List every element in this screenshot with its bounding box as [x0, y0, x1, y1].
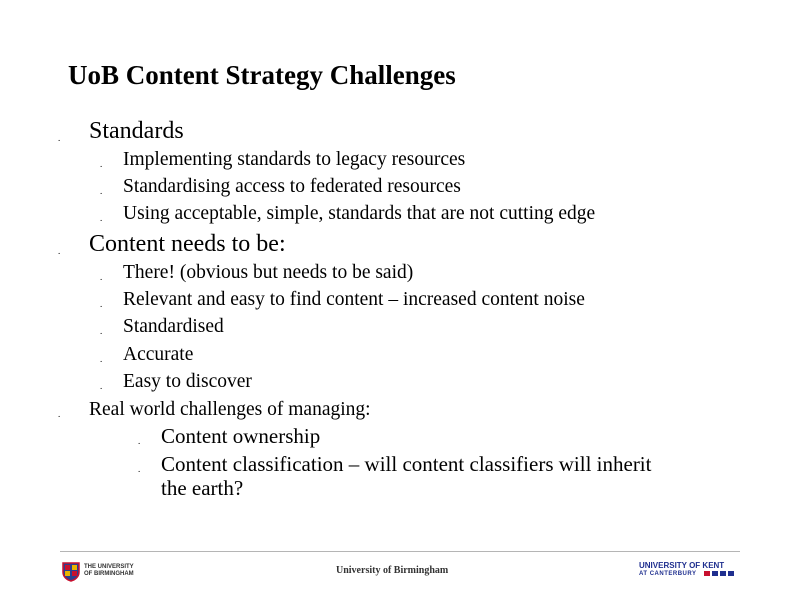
- university-of-birmingham-logo: [60, 562, 150, 584]
- footer-divider: [60, 551, 740, 552]
- bullet-icon: .: [58, 133, 61, 143]
- bullet-standards: Standards: [89, 118, 184, 144]
- bullet-icon: .: [100, 326, 103, 336]
- bullet-icon: .: [58, 409, 61, 419]
- sub-bullet-continuation: the earth?: [161, 476, 244, 500]
- uob-logo-line1: THE UNIVERSITY: [84, 564, 134, 570]
- bullet-content-needs: Content needs to be:: [89, 231, 286, 257]
- bullet-icon: .: [100, 159, 103, 169]
- birmingham-crest-icon: [62, 562, 80, 582]
- bullet-icon: .: [100, 272, 103, 282]
- sub-bullet: Implementing standards to legacy resources: [123, 149, 466, 170]
- footer-text: University of Birmingham: [336, 565, 449, 576]
- slide-title: UoB Content Strategy Challenges: [68, 60, 456, 90]
- bullet-icon: .: [100, 299, 103, 309]
- bullet-icon: .: [58, 246, 61, 256]
- sub-bullet: Relevant and easy to find content – increased content noise: [123, 289, 585, 310]
- sub-bullet: Standardised: [123, 316, 224, 337]
- sub-bullet: Standardising access to federated resources: [123, 176, 461, 197]
- bullet-icon: .: [138, 436, 141, 446]
- bullet-icon: .: [100, 186, 103, 196]
- sub-bullet: Content ownership: [161, 424, 321, 448]
- kent-logo-line1: UNIVERSITY OF KENT: [639, 561, 725, 570]
- bullet-real-world: Real world challenges of managing:: [89, 399, 371, 420]
- uob-logo-line2: OF BIRMINGHAM: [84, 571, 134, 577]
- sub-bullet: Easy to discover: [123, 371, 252, 392]
- university-of-kent-logo: [636, 561, 740, 583]
- kent-logo-line2: AT CANTERBURY: [639, 571, 697, 577]
- kent-squares-icon: [704, 571, 734, 577]
- bullet-icon: .: [138, 464, 141, 474]
- bullet-icon: .: [100, 381, 103, 391]
- sub-bullet: There! (obvious but needs to be said): [123, 262, 414, 283]
- sub-bullet: Content classification – will content classifiers will inherit: [161, 452, 652, 476]
- uob-logo-text: [84, 564, 134, 578]
- bullet-icon: .: [100, 213, 103, 223]
- sub-bullet: Using acceptable, simple, standards that are not cutting edge: [123, 203, 596, 224]
- sub-bullet: Accurate: [123, 344, 194, 365]
- bullet-icon: .: [100, 354, 103, 364]
